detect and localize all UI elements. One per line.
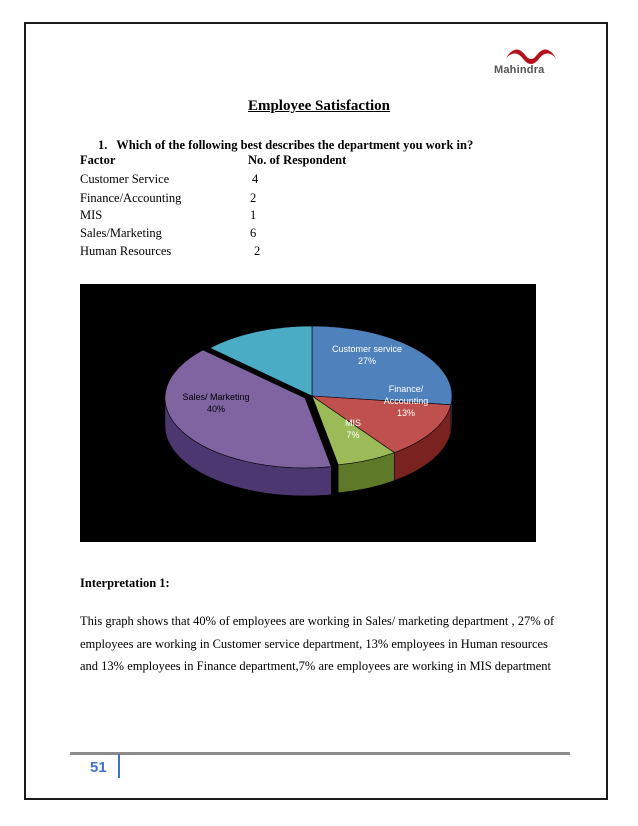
- question-number: 1.: [98, 138, 108, 152]
- table-row-factor: Customer Service: [80, 172, 170, 186]
- page-number: 51: [90, 759, 107, 776]
- table-row-factor: Sales/Marketing: [80, 226, 162, 240]
- table-row-count: 1: [250, 208, 257, 222]
- table-row-factor: Human Resources: [80, 244, 172, 258]
- pie-slice-label: Customer service 27%: [331, 344, 403, 366]
- pie-chart: [80, 284, 536, 542]
- table-row-count: 4: [252, 172, 259, 186]
- pie-slice-label: MIS 7%: [344, 418, 362, 440]
- pie-chart-svg: [80, 284, 536, 542]
- page-number-bar: [118, 754, 120, 778]
- question: [98, 138, 473, 153]
- pie-slice-label: Finance/ Accounting 13%: [383, 384, 429, 418]
- pie-slice: [312, 326, 452, 405]
- question-text: Which of the following best describes the department you work in?: [116, 138, 474, 152]
- table-row-count: 2: [250, 191, 257, 205]
- table-header-respondents: No. of Respondent: [248, 153, 347, 167]
- table-row-factor: Finance/Accounting: [80, 191, 182, 205]
- pie-slice-label: Human Resources 13%: [208, 298, 284, 320]
- table-row-count: 6: [250, 226, 257, 240]
- page-title: Employee Satisfaction: [247, 98, 391, 114]
- table-row-count: 2: [254, 244, 261, 258]
- pie-slice-label: Sales/ Marketing 40%: [182, 392, 250, 414]
- footer-divider: [70, 752, 570, 755]
- table-header-factor: Factor: [80, 153, 116, 167]
- logo-text: Mahindra: [494, 64, 545, 76]
- interpretation-title: Interpretation 1:: [80, 576, 170, 590]
- interpretation-text: This graph shows that 40% of employees are working in Sales/ marketing department , 27% of employees are working in Customer service department, 13% employees in Human resources and 13% employees in Finance department,7% are employees are working in MIS department: [80, 614, 555, 673]
- table-row-factor: MIS: [80, 208, 103, 222]
